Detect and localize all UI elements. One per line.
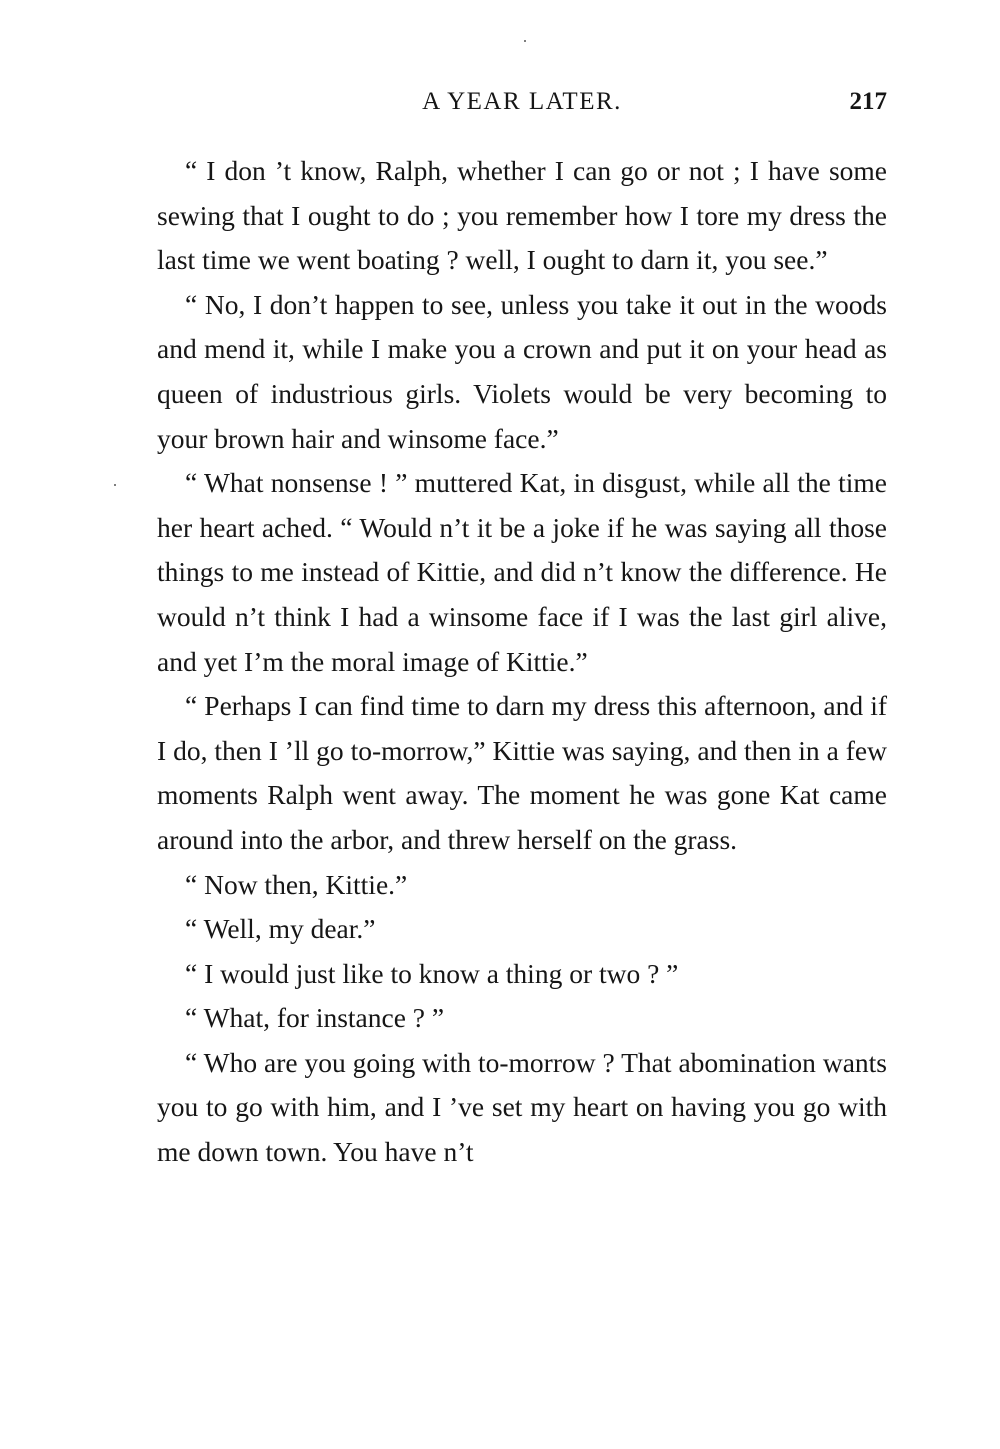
paragraph: “ I would just like to know a thing or two ? ” (185, 957, 679, 989)
page-number: 217 (849, 88, 887, 115)
body-text (157, 149, 887, 1175)
print-speck (114, 484, 116, 486)
paragraph: “ Who are you going with to-morrow ? That abomination wants you to go with him, and I ’ve set my heart on having you go with me down town. You have n’t (157, 1046, 887, 1168)
paragraph: “ No, I don’t happen to see, unless you take it out in the woods and mend it, while I make you a crown and put it on your head as queen of industrious girls. Violets would be very becoming to your brown hair and winsome face.” (157, 288, 887, 454)
print-speck (524, 40, 526, 42)
paragraph: “ What, for instance ? ” (185, 1002, 445, 1034)
paragraph: “ Well, my dear.” (185, 913, 376, 945)
paragraph: “ Now then, Kittie.” (185, 868, 408, 900)
paragraph: “ Perhaps I can find time to darn my dress this afternoon, and if I do, then I ’ll go to-morrow,” Kittie was saying, and then in a few moments Ralph went away. The moment he was gone Kat came around into the arbor, and threw herself on the grass. (157, 690, 887, 855)
page-header (157, 82, 887, 122)
paragraph: “ I don ’t know, Ralph, whether I can go or not ; I have some sewing that I ought to do ; you remember how I tore my dress the last time we went boating ? well, I ought to darn it, you see.” (157, 155, 887, 276)
paragraph: “ What nonsense ! ” muttered Kat, in disgust, while all the time her heart ached. “ Would n’t it be a joke if he was saying all those things to me instead of Kittie, and did n’t know the difference. He would n’t think I had a winsome face if I was the last girl alive, and yet I’m the moral image of Kittie.” (157, 467, 887, 677)
running-title: A YEAR LATER. (422, 88, 622, 115)
